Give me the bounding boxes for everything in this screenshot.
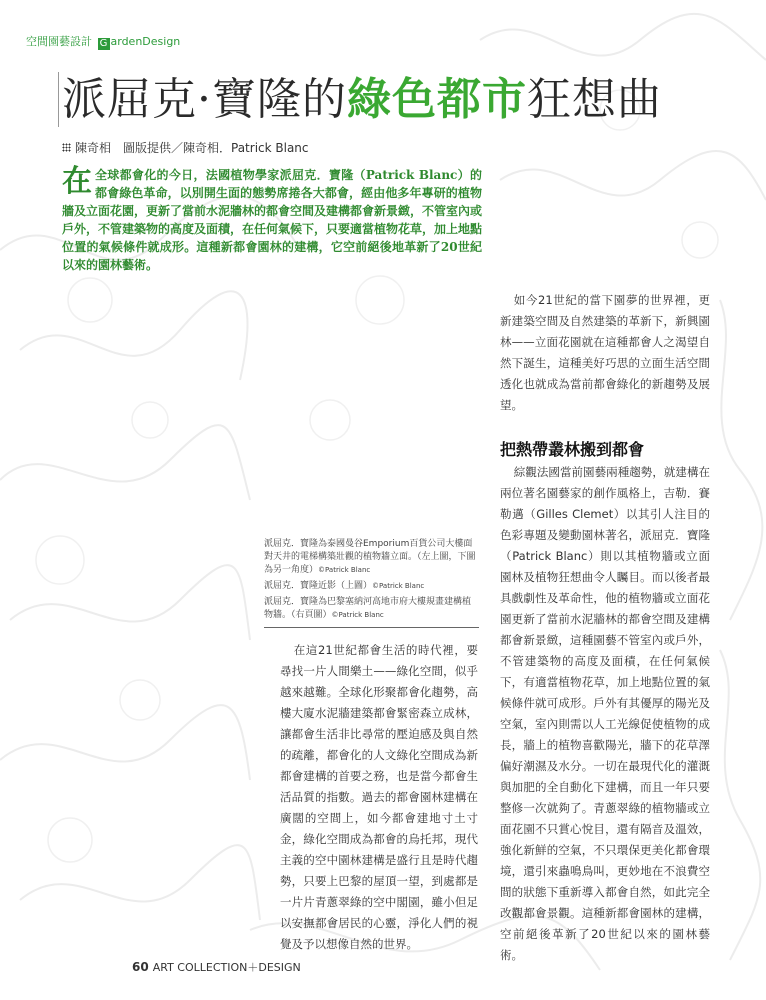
page-footer bbox=[132, 959, 301, 975]
garden-design-logo-text: ardenDesign bbox=[110, 35, 181, 48]
byline bbox=[62, 139, 309, 156]
title-part-2: 狂想曲 bbox=[527, 74, 662, 125]
caption-3-text: 派屈克．寶隆為巴黎塞納河高地市府大樓規畫建構植物牆。（右頁圖） bbox=[264, 597, 472, 620]
title-highlight: 綠色都市 bbox=[347, 74, 527, 125]
caption-1 bbox=[264, 538, 479, 577]
caption-1-text: 派屈克．寶隆為泰國曼谷Emporium百貨公司大樓面對天井的電梯構築壯觀的植物牆立面。（左上圖，下圖為另一角度） bbox=[264, 539, 476, 575]
magazine-name: ART COLLECTION＋DESIGN bbox=[152, 961, 301, 974]
caption-divider bbox=[264, 627, 479, 628]
caption-3 bbox=[264, 596, 479, 622]
caption-2-text: 派屈克．寶隆近影（上圖） bbox=[264, 581, 373, 591]
article-title bbox=[62, 72, 662, 127]
section-label: 空間園藝設計 bbox=[26, 35, 92, 48]
caption-3-credit: ©Patrick Blanc bbox=[331, 611, 384, 619]
right-column-body: 綜觀法國當前園藝兩種趨勢，就建構在兩位著名園藝家的創作風格上，吉勒．賽勒邁（Gilles Clemet）以其引人注目的色彩專題及變動園林著名，派屈克．寶隆（Patrick Blanc）則以其植物牆或立面園林及植物狂想曲令人矚目。而以後者最具戲劇性及革命性，他的植物牆或立面花園更新了當前水泥牆林的都會空間及建構都會新景緻，這種園藝不管室內或戶外，不管建築物的高度及面積，在任何氣候下，有適當植物花草，加上地點位置的氣候條件就可成形。戶外有其優厚的陽光及空氣，室內則需以人工光線促使植物的成長，牆上的植物喜歡陽光，牆下的花草澤偏好潮濕及水分。一切在最現代化的灌溉與加肥的全自動化下建構，而且一年只要整修一次就夠了。青蔥翠綠的植物牆或立面花園不只賞心悅目，還有隔音及溫效，強化新鮮的空氣，不只環保更美化都會環境，還引來蟲鳴鳥叫，更妙地在不浪費空間的狀態下重新導入都會自然，如此完全改觀都會景觀。這種新都會園林的建構，空前絕後革新了20世紀以來的園林藝術。 bbox=[500, 465, 710, 962]
garden-design-logo-mark: G bbox=[98, 38, 110, 50]
lead-paragraph bbox=[62, 166, 482, 274]
caption-2 bbox=[264, 580, 479, 593]
middle-column-body: 在這21世紀都會生活的時代裡，要尋找一片人間樂土——綠化空間，似乎越來越難。全球化形聚都會化趨勢，高樓大廈水泥牆建築都會緊密森立成林，讓都會生活非比尋常的壓迫感及與自然的疏離，都會化的人文綠化空間成為新都會建構的首要之務，也是當今都會生活品質的指數。過去的都會園林建構在廣闊的空間上，如今都會建地寸土寸金，綠化空間成為都會的烏托邦，現代主義的空中園林建構是盛行且是時代趨勢，只要上巴黎的屋頂一望，到處都是一片片青蔥翠綠的空中閣園，雖小但足以安撫都會居民的心靈，淨化人們的視覺及予以想像自然的世界。 bbox=[280, 643, 478, 951]
dot-grid-icon bbox=[62, 143, 71, 152]
caption-2-credit: ©Patrick Blanc bbox=[372, 582, 425, 590]
caption-1-credit: ©Patrick Blanc bbox=[318, 566, 371, 574]
drop-cap: 在 bbox=[62, 164, 92, 199]
title-vertical-rule bbox=[58, 72, 59, 127]
lead-text: 全球都會化的今日，法國植物學家派屈克．寶隆（Patrick Blanc）的都會綠色革命，以別開生面的態勢席捲各大都會，經由他多年專研的植物牆及立面花園，更新了當前水泥牆林的都會空間及建構都會新景緻，不管室內或戶外，不管建築物的高度及面積，在任何氣候下，只要適當植物花草，加上地點位置的氣候條件就成形。這種新都會園林的建構，它空前絕後地革新了20世紀以來的園林藝術。 bbox=[62, 168, 483, 272]
right-column-intro: 如今21世紀的當下園夢的世界裡，更新建築空間及自然建築的革新下，新興園林——立面花園就在這種都會人之渴望自然下誕生，這種美好巧思的立面生活空間透化也就成為當前都會綠化的新趨勢及展望。 bbox=[500, 293, 710, 412]
byline-text: 陳奇相 圖版提供／陳奇相．Patrick Blanc bbox=[75, 141, 309, 155]
photo-captions bbox=[264, 538, 479, 625]
page-number: 60 bbox=[132, 960, 149, 974]
title-part-1: 派屈克·寶隆的 bbox=[62, 74, 347, 125]
section-subheading: 把熱帶叢林搬到都會 bbox=[500, 440, 645, 459]
section-header bbox=[26, 33, 180, 50]
